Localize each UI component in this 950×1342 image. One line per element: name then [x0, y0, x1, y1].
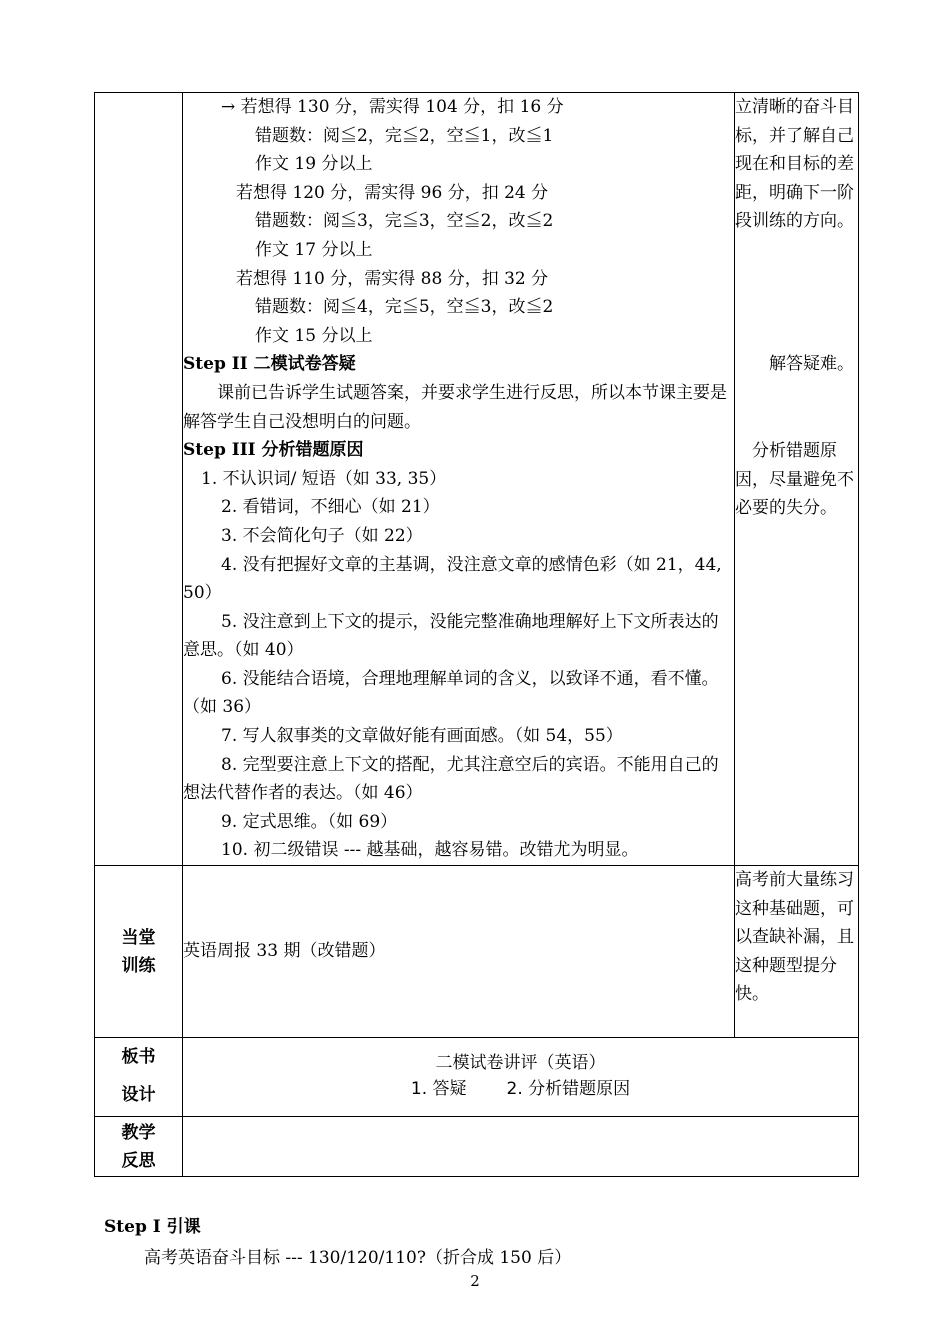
reason-item: 4. 没有把握好文章的主基调，没注意文章的感情色彩（如 21，44, 50） [183, 554, 722, 604]
target-line-text: 错题数：阅≦3，完≦3，空≦2，改≦2 [255, 211, 554, 232]
process-label-cell [95, 93, 183, 866]
reflection-label-2: 反思 [121, 1151, 156, 1172]
target-line [183, 265, 734, 294]
target-line [183, 236, 734, 265]
aside-analysis: 分析错题原因，尽量避免不必要的失分。 [735, 441, 854, 519]
target-line [183, 207, 734, 236]
reason-item: 6. 没能结合语境，合理地理解单词的含义，以致译不通，看不懂。（如 36） [183, 668, 719, 718]
target-line-text: 作文 19 分以上 [255, 154, 373, 175]
practice-label-2: 训练 [121, 955, 156, 976]
reason-item: 10. 初二级错误 --- 越基础，越容易错。改错尤为明显。 [221, 840, 639, 861]
step2-title: Step II 二模试卷答疑 [183, 354, 356, 375]
target-line [183, 293, 734, 322]
aside-answer: 解答疑难。 [769, 354, 854, 374]
target-line [183, 150, 734, 179]
practice-label [95, 866, 183, 1038]
reason-item: 3. 不会简化句子（如 22） [221, 525, 423, 546]
reason-item: 7. 写人叙事类的文章做好能有画面感。（如 54，55） [221, 726, 623, 747]
board-label-1: 板书 [121, 1047, 156, 1068]
target-lines [183, 93, 734, 350]
step3-title: Step III 分析错题原因 [183, 440, 364, 461]
board-row [95, 1038, 859, 1117]
board-items [183, 1076, 858, 1102]
practice-row [95, 866, 859, 1038]
reason-list [183, 465, 734, 865]
practice-content: 英语周报 33 期（改错题） [183, 866, 735, 1038]
arrow-right-icon: → [221, 97, 241, 117]
process-row [95, 93, 859, 866]
process-aside-cell [735, 93, 859, 866]
target-line [183, 93, 734, 122]
board-item-1: 1. 答疑 [410, 1079, 467, 1100]
step1-line: 高考英语奋斗目标 --- 130/120/110?（折合成 150 后） [144, 1248, 572, 1268]
page-number: 2 [470, 1272, 480, 1290]
reason-item: 9. 定式思维。（如 69） [221, 811, 398, 832]
target-line [183, 122, 734, 151]
board-item-2: 2. 分析错题原因 [506, 1079, 631, 1100]
reason-item: 1. 不认识词/ 短语（如 33, 35） [201, 468, 447, 489]
aside-goal: 立清晰的奋斗目标，并了解自己现在和目标的差距，明确下一阶段训练的方向。 [735, 97, 854, 232]
board-content [183, 1038, 859, 1117]
target-line-text: 若想得 110 分，需实得 88 分，扣 32 分 [236, 268, 549, 289]
target-line [183, 322, 734, 351]
reflection-row [95, 1117, 859, 1177]
step1-title: Step I 引课 [104, 1217, 201, 1237]
target-line-text: 错题数：阅≦4，完≦5，空≦3，改≦2 [255, 297, 554, 318]
reflection-label [95, 1117, 183, 1177]
board-label [95, 1038, 183, 1117]
reflection-label-1: 教学 [121, 1123, 156, 1144]
reflection-content [183, 1117, 859, 1177]
target-line [183, 179, 734, 208]
practice-aside: 高考前大量练习这种基础题，可以查缺补漏，且这种题型提分快。 [735, 866, 859, 1038]
target-line-text: 若想得 120 分，需实得 96 分，扣 24 分 [236, 182, 549, 203]
target-line-text: 若想得 130 分，需实得 104 分，扣 16 分 [240, 97, 564, 117]
reason-item: 8. 完型要注意上下文的搭配，尤其注意空后的宾语。不能用自己的想法代替作者的表达。（如 46） [183, 754, 719, 804]
reason-item: 2. 看错词，不细心（如 21） [221, 497, 440, 518]
reason-item: 5. 没注意到上下文的提示，没能完整准确地理解好上下文所表达的意思。（如 40） [183, 611, 719, 661]
process-content-cell [183, 93, 735, 866]
practice-label-1: 当堂 [121, 927, 156, 948]
board-title: 二模试卷讲评（英语） [435, 1053, 606, 1074]
step2-body: 课前已告诉学生试题答案，并要求学生进行反思，所以本节课主要是解答学生自己没想明白的问题。 [183, 382, 727, 432]
target-line-text: 作文 17 分以上 [255, 239, 373, 260]
target-line-text: 作文 15 分以上 [255, 325, 373, 346]
target-line-text: 错题数：阅≦2，完≦2，空≦1，改≦1 [255, 125, 554, 146]
board-label-2: 设计 [121, 1085, 156, 1106]
lesson-plan-table [94, 92, 859, 1177]
